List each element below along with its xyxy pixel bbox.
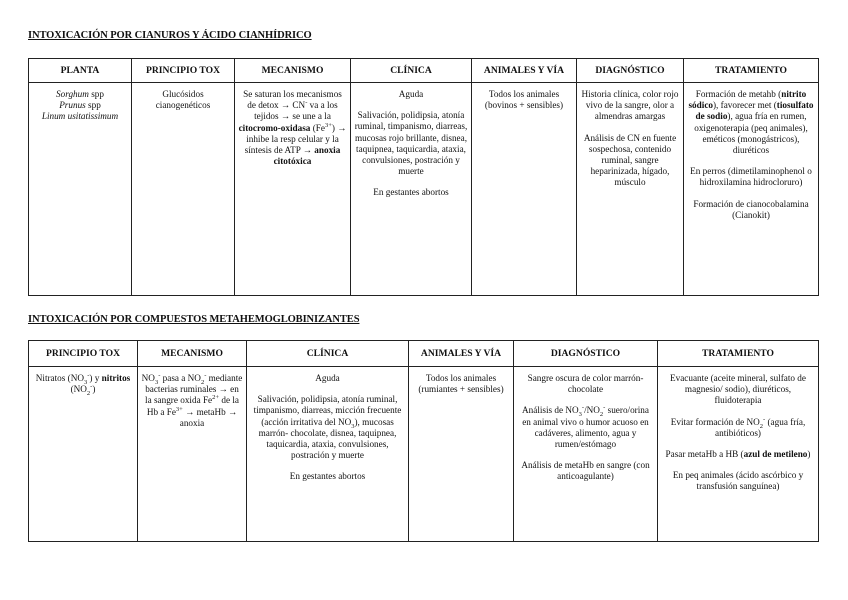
diagnostico-metahb: Análisis de metaHb en sangre (con anticoagulante) bbox=[521, 460, 650, 482]
mecanismo-text: Se saturan los mecanismos de detox → CN bbox=[243, 89, 342, 111]
principio-text: ) bbox=[92, 384, 96, 395]
clinica-signs: Salivación, polidipsia, atonía ruminal, timpanismo, diarreas, mucosas rojo brillante, disnea, taquipnea, taquicardia, ataxia, convulsiones, postración y muerte bbox=[354, 110, 468, 177]
cell-clinica bbox=[247, 367, 409, 542]
table-row bbox=[29, 367, 819, 542]
nitritos-term: nitritos bbox=[101, 373, 131, 383]
tratamiento-text: ), favorecer met ( bbox=[713, 100, 777, 111]
mecanismo-text: → metaHb → anoxia bbox=[179, 406, 238, 428]
diagnostico-clinico: Sangre oscura de color marrón-chocolate bbox=[527, 373, 644, 395]
tratamiento-text: ) bbox=[807, 449, 811, 460]
plant-genus: Linum usitatissimum bbox=[41, 111, 119, 122]
cell-diagnostico bbox=[514, 367, 658, 542]
anoxia-term: anoxia citotóxica bbox=[273, 145, 341, 167]
principio-text: Glucósidos cianogenéticos bbox=[155, 89, 211, 111]
principio-text: (NO bbox=[70, 384, 87, 395]
cyanide-table bbox=[28, 58, 819, 296]
superscript: - bbox=[158, 371, 161, 379]
drug-name: nitrito sódico bbox=[688, 89, 807, 111]
superscript: 3+ bbox=[175, 405, 183, 413]
mecanismo-text: pasa a NO bbox=[160, 373, 201, 383]
superscript: 3+ bbox=[324, 121, 332, 129]
cell-animales bbox=[409, 367, 514, 542]
plant-genus: Sorghum bbox=[56, 89, 89, 99]
superscript: - bbox=[204, 371, 207, 379]
diagnostico-lab: Análisis de CN en fuente sospechosa, contenido ruminal, sangre heparinizada, hígado, músculo bbox=[583, 132, 677, 188]
header-animales: ANIMALES Y VÍA bbox=[409, 341, 514, 367]
tratamiento-peq-animales: En peq animales (ácido ascórbico y transfusión sanguínea) bbox=[672, 470, 804, 492]
header-tratamiento: TRATAMIENTO bbox=[684, 59, 819, 83]
superscript: - bbox=[305, 99, 308, 107]
cell-animales bbox=[472, 83, 577, 296]
plant-suffix: spp bbox=[85, 100, 101, 111]
mecanismo-text: ) → inhibe la resp celular y la síntesis de ATP → bbox=[244, 122, 347, 156]
cell-tratamiento bbox=[658, 367, 819, 542]
clinica-type: Aguda bbox=[315, 373, 340, 383]
mecanismo-text: mediante bacterias ruminales → en la sangre oxida Fe bbox=[145, 373, 243, 406]
cell-diagnostico bbox=[577, 83, 684, 296]
mecanismo-text: (Fe bbox=[310, 122, 325, 133]
header-mecanismo: MECANISMO bbox=[235, 59, 351, 83]
subscript: 3 bbox=[351, 422, 355, 430]
principio-text: Nitratos (NO bbox=[35, 373, 84, 383]
subscript: 2 bbox=[200, 378, 205, 386]
subscript: 2 bbox=[599, 411, 604, 419]
subscript: 3 bbox=[83, 378, 88, 386]
subscript: 3 bbox=[154, 378, 159, 386]
tratamiento-cianokit: Formación de cianocobalamina (Cianokit) bbox=[693, 198, 809, 220]
cell-principio bbox=[29, 367, 138, 542]
header-principio: PRINCIPIO TOX bbox=[29, 341, 138, 367]
clinica-note: En gestantes abortos bbox=[289, 471, 366, 482]
tratamiento-text: (agua fría, antibióticos) bbox=[715, 416, 806, 438]
header-principio: PRINCIPIO TOX bbox=[132, 59, 235, 83]
subscript: 2 bbox=[759, 422, 764, 430]
tratamiento-text: Evitar formación de NO bbox=[670, 416, 760, 427]
diagnostico-clinico: Historia clínica, color rojo vivo de la sangre, olor a almendras amargas bbox=[581, 89, 679, 122]
superscript: 2+ bbox=[212, 394, 220, 402]
methemoglobin-table bbox=[28, 340, 819, 542]
diagnostico-text: Análisis de NO bbox=[522, 405, 579, 416]
clinica-type: Aguda bbox=[398, 89, 424, 99]
cell-mecanismo bbox=[235, 83, 351, 296]
header-mecanismo: MECANISMO bbox=[138, 341, 247, 367]
animales-text: Todos los animales (rumiantes + sensibles) bbox=[418, 373, 504, 395]
diagnostico-text: /NO bbox=[584, 405, 600, 416]
header-planta: PLANTA bbox=[29, 59, 132, 83]
tratamiento-text: ), agua fría en rumen, oxigenoterapia (peq animales), eméticos (monogástricos), diuréticos bbox=[694, 111, 808, 156]
plant-suffix: spp bbox=[88, 89, 104, 99]
cell-planta bbox=[29, 83, 132, 296]
tratamiento-perros: En perros (dimetilaminophenol o hidroxilamina hidrocloruro) bbox=[690, 166, 812, 188]
section1-title: INTOXICACIÓN POR CIANUROS Y ÁCIDO CIANHÍDRICO bbox=[28, 30, 312, 41]
drug-name: tiosulfato de sodio bbox=[695, 100, 814, 122]
table-row bbox=[29, 83, 819, 296]
superscript: - bbox=[603, 404, 606, 412]
cell-tratamiento bbox=[684, 83, 819, 296]
section2-title: INTOXICACIÓN POR COMPUESTOS METAHEMOGLOBINIZANTES bbox=[28, 314, 360, 325]
header-animales: ANIMALES Y VÍA bbox=[472, 59, 577, 83]
tratamiento-text: Pasar metaHb a HB ( bbox=[665, 449, 744, 460]
enzyme-name: citocromo-oxidasa bbox=[238, 122, 311, 133]
mecanismo-text: NO bbox=[141, 373, 155, 383]
header-clinica: CLÍNICA bbox=[351, 59, 472, 83]
clinica-note: En gestantes abortos bbox=[373, 187, 449, 198]
drug-name: azul de metileno bbox=[743, 449, 808, 460]
header-diagnostico: DIAGNÓSTICO bbox=[514, 341, 658, 367]
subscript: 3 bbox=[578, 411, 582, 419]
principio-text: ) y bbox=[89, 373, 102, 383]
plant-genus: Prunus bbox=[59, 100, 86, 111]
superscript: - bbox=[87, 371, 90, 379]
subscript: 2 bbox=[86, 390, 91, 398]
clinica-signs: ), mucosas marrón- chocolate, disnea, taquipnea, taquicardia, ataxia, convulsiones, postración y muerte bbox=[258, 416, 397, 461]
mecanismo-text: va a los tejidos → se une a la bbox=[254, 100, 338, 122]
diagnostico-text: suero/orina en animal vivo o humor acuoso en cadáveres, alimento, agua y rumen/estómago bbox=[522, 405, 649, 450]
tratamiento-evacuante: Evacuante (aceite mineral, sulfato de magnesio/ sodio), diuréticos, fluidoterapia bbox=[670, 373, 806, 406]
superscript: - bbox=[90, 383, 93, 391]
cell-mecanismo bbox=[138, 367, 247, 542]
tratamiento-text: Formación de metahb ( bbox=[695, 89, 782, 99]
header-tratamiento: TRATAMIENTO bbox=[658, 341, 819, 367]
superscript: - bbox=[581, 404, 585, 412]
clinica-signs: Salivación, polidipsia, atonía ruminal, timpanismo, diarreas, micción frecuente (acción irritativa del NO bbox=[253, 394, 402, 427]
animales-text: Todos los animales (bovinos + sensibles) bbox=[484, 89, 564, 111]
mecanismo-text: de la Hb a Fe bbox=[146, 395, 239, 417]
cell-principio bbox=[132, 83, 235, 296]
header-diagnostico: DIAGNÓSTICO bbox=[577, 59, 684, 83]
superscript: - bbox=[763, 415, 766, 423]
cell-clinica bbox=[351, 83, 472, 296]
header-clinica: CLÍNICA bbox=[247, 341, 409, 367]
